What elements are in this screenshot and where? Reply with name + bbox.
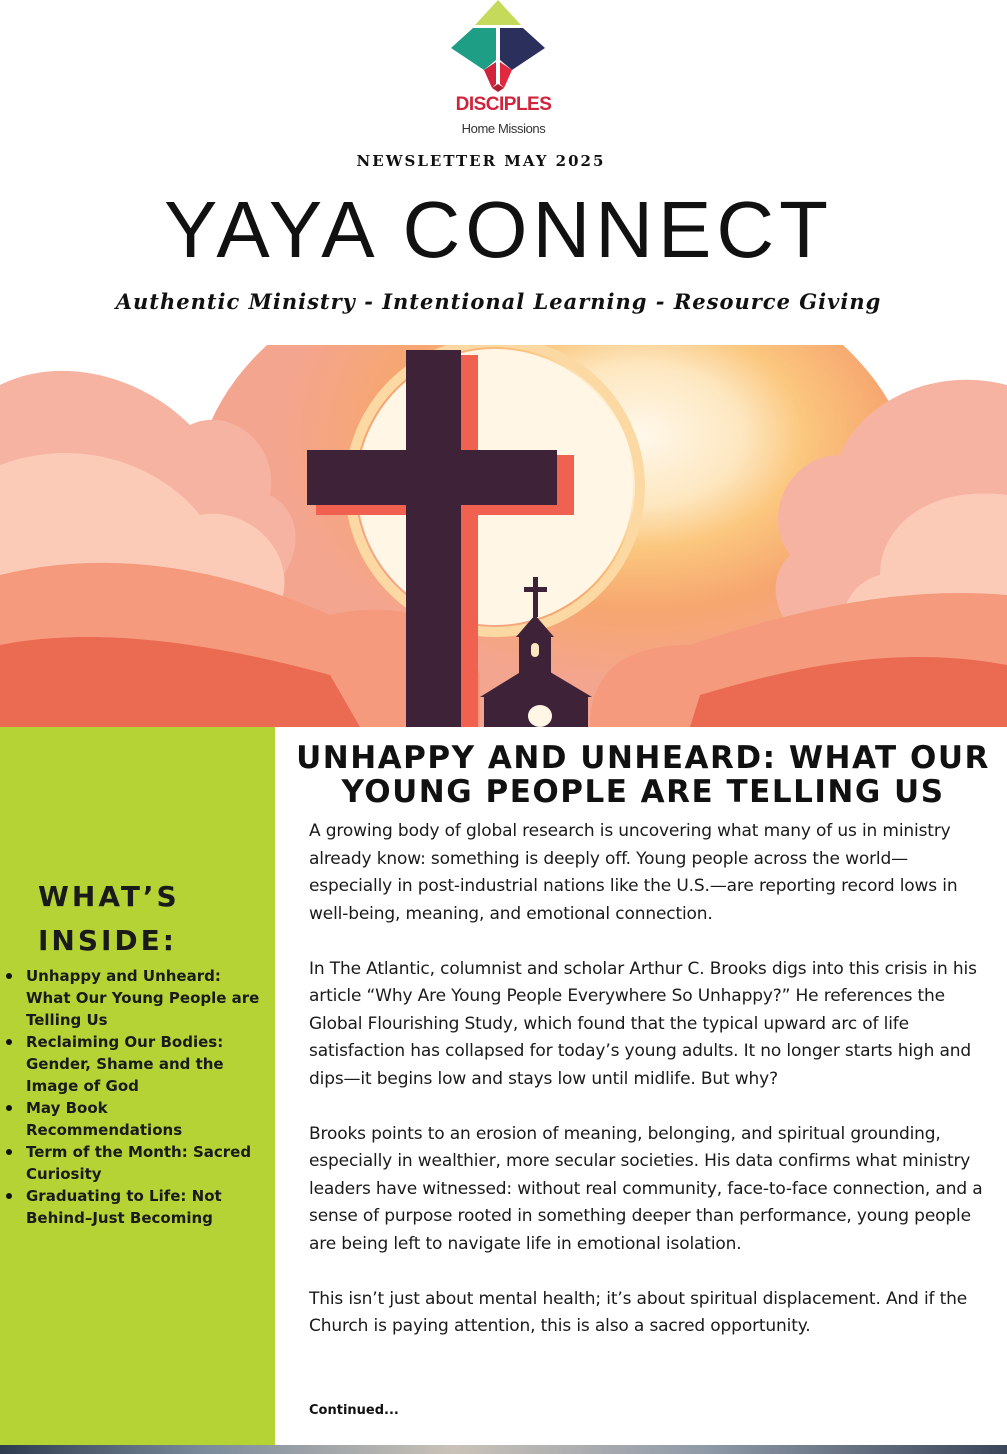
sidebar-title: WHAT’S INSIDE: <box>38 880 180 957</box>
newsletter-tagline: Authentic Ministry - Intentional Learning - Resource Giving <box>115 289 882 314</box>
contents-item: Graduating to Life: Not Behind–Just Becoming <box>0 1185 260 1229</box>
logo-wordmark: DISCIPLES <box>455 94 552 115</box>
newsletter-title: YAYA CONNECT <box>164 185 833 274</box>
article-headline: UNHAPPY AND UNHEARD: WHAT OUR YOUNG PEOPLE ARE TELLING US <box>296 740 990 810</box>
article-paragraph: This isn’t just about mental health; it’s about spiritual displacement. And if the Church is paying attention, this is also a sacred opportunity. <box>309 1288 968 1336</box>
contents-item: Reclaiming Our Bodies: Gender, Shame and the Image of God <box>0 1031 260 1097</box>
article-paragraph: Brooks points to an erosion of meaning, belonging, and spiritual grounding, especially in wealthier, more secular societies. His data confirms what ministry leaders have witnessed: without real community, face-to-face connection, and a sense of purpose rooted in something deeper than performance, young people are being left to navigate life in emotional isolation. <box>309 1123 983 1254</box>
newsletter-date: NEWSLETTER MAY 2025 <box>356 152 606 170</box>
logo-subtitle: Home Missions <box>461 121 546 136</box>
page-bottom-edge <box>0 1445 1007 1454</box>
whats-inside-sidebar <box>0 727 275 1445</box>
disciples-logo-icon <box>448 0 548 92</box>
contents-item: Term of the Month: Sacred Curiosity <box>0 1141 260 1185</box>
contents-list <box>0 965 260 1229</box>
contents-item: Unhappy and Unheard: What Our Young People are Telling Us <box>0 965 260 1031</box>
newsletter-header <box>0 0 1007 345</box>
contents-item: May Book Recommendations <box>0 1097 260 1141</box>
article-paragraph: A growing body of global research is uncovering what many of us in ministry already know: something is deeply off. Young people across the world—especially in post-industrial nations like the U.S.—are reporting record lows in well-being, meaning, and emotional connection. <box>309 821 958 924</box>
hero-illustration <box>0 345 1007 727</box>
article-body <box>309 818 989 1368</box>
article-paragraph: In The Atlantic, columnist and scholar Arthur C. Brooks digs into this crisis in his article “Why Are Young People Everywhere So Unhappy?” He references the Global Flourishing Study, which found that the typical upward arc of life satisfaction has collapsed for today’s young adults. It no longer starts high and dips—it begins low and stays low until midlife. But why? <box>309 958 977 1089</box>
article <box>275 727 1007 1445</box>
continued-note: Continued... <box>309 1403 399 1418</box>
